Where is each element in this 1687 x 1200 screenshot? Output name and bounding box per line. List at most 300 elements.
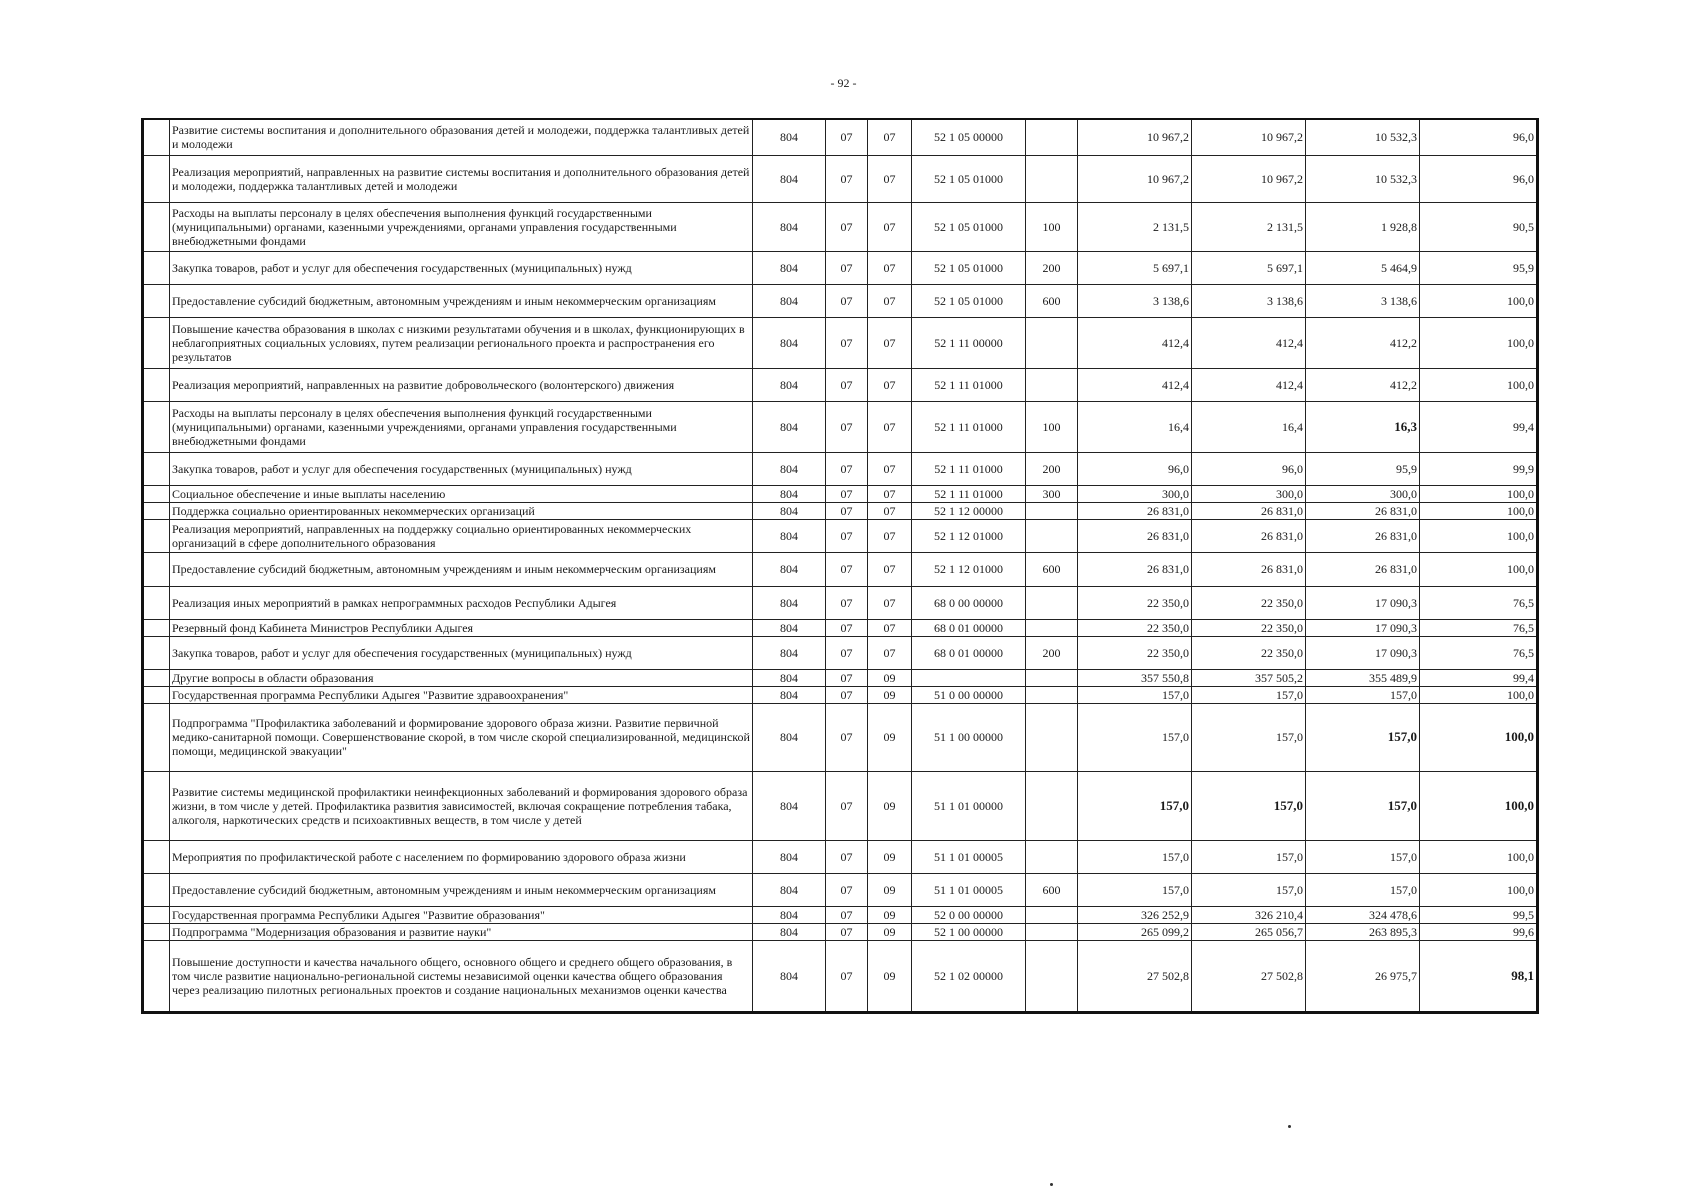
row-section: 07 [826,317,868,368]
row-expense-type: 200 [1026,636,1078,669]
row-expense-type: 100 [1026,202,1078,251]
row-target-article: 52 1 11 01000 [912,368,1026,401]
row-target-article: 52 1 11 01000 [912,485,1026,502]
row-ved: 804 [753,940,826,1012]
row-ved: 804 [753,284,826,317]
row-value-executed: 263 895,3 [1306,923,1420,940]
row-expense-type: 200 [1026,251,1078,284]
table-row [143,669,1538,686]
row-subsection: 07 [868,155,912,202]
row-section: 07 [826,368,868,401]
row-value-approved: 326 252,9 [1078,906,1192,923]
row-value-planned: 157,0 [1192,703,1306,771]
row-target-article: 52 1 05 01000 [912,284,1026,317]
row-ved: 804 [753,485,826,502]
row-margin-cell [143,401,170,452]
row-ved: 804 [753,906,826,923]
row-section: 07 [826,619,868,636]
row-value-approved: 26 831,0 [1078,519,1192,552]
row-target-article: 52 1 11 01000 [912,401,1026,452]
row-target-article: 52 1 12 01000 [912,552,1026,586]
row-percent: 100,0 [1420,552,1538,586]
table-row [143,202,1538,251]
row-target-article: 52 1 11 01000 [912,452,1026,485]
row-value-executed: 17 090,3 [1306,586,1420,619]
row-expense-type [1026,940,1078,1012]
row-name: Развитие системы медицинской профилактики неинфекционных заболеваний и формирования здорового образа жизни, в том числе у детей. Профилактика развития зависимостей, включая сокращение потребления табака, алкоголя, наркотических средств и психоактивных веществ, в том числе у детей [170,771,753,840]
table-row [143,401,1538,452]
row-name: Подпрограмма "Модернизация образования и развитие науки" [170,923,753,940]
row-target-article: 51 1 01 00000 [912,771,1026,840]
row-subsection: 09 [868,873,912,906]
row-name: Подпрограмма "Профилактика заболеваний и формирование здорового образа жизни. Развитие первичной медико-санитарной помощи. Совершенствование скорой, в том числе скорой специализированной, медицинской помощи, медицинской эвакуации" [170,703,753,771]
row-value-approved: 16,4 [1078,401,1192,452]
table-row [143,703,1538,771]
row-target-article: 52 0 00 00000 [912,906,1026,923]
row-expense-type [1026,119,1078,155]
row-value-approved: 300,0 [1078,485,1192,502]
row-value-approved: 412,4 [1078,368,1192,401]
row-section: 07 [826,873,868,906]
row-section: 07 [826,202,868,251]
table-row [143,923,1538,940]
row-percent: 99,6 [1420,923,1538,940]
row-name: Повышение доступности и качества начального общего, основного общего и среднего общего образования, в том числе развитие национально-региональной системы независимой оценки качества общего образования через реализацию пилотных региональных проектов и создание национальных механизмов оценки качества [170,940,753,1012]
row-percent: 100,0 [1420,771,1538,840]
row-value-approved: 26 831,0 [1078,502,1192,519]
row-section: 07 [826,119,868,155]
row-expense-type [1026,619,1078,636]
row-target-article: 52 1 12 01000 [912,519,1026,552]
table-row [143,155,1538,202]
row-value-executed: 3 138,6 [1306,284,1420,317]
row-subsection: 07 [868,284,912,317]
row-name: Мероприятия по профилактической работе с населением по формированию здорового образа жизни [170,840,753,873]
row-expense-type: 600 [1026,552,1078,586]
row-expense-type [1026,586,1078,619]
row-expense-type: 300 [1026,485,1078,502]
row-margin-cell [143,669,170,686]
row-expense-type [1026,703,1078,771]
row-value-planned: 3 138,6 [1192,284,1306,317]
row-value-approved: 157,0 [1078,771,1192,840]
row-value-executed: 10 532,3 [1306,155,1420,202]
row-subsection: 09 [868,669,912,686]
row-value-executed: 16,3 [1306,401,1420,452]
row-value-executed: 157,0 [1306,686,1420,703]
row-margin-cell [143,202,170,251]
table-row [143,771,1538,840]
row-target-article: 51 1 01 00005 [912,840,1026,873]
row-name: Государственная программа Республики Адыгея "Развитие здравоохранения" [170,686,753,703]
row-margin-cell [143,906,170,923]
row-value-executed: 17 090,3 [1306,619,1420,636]
row-subsection: 09 [868,771,912,840]
row-ved: 804 [753,703,826,771]
row-value-planned: 10 967,2 [1192,119,1306,155]
row-section: 07 [826,771,868,840]
row-percent: 96,0 [1420,155,1538,202]
row-value-planned: 157,0 [1192,686,1306,703]
row-percent: 100,0 [1420,485,1538,502]
table-row [143,452,1538,485]
row-value-planned: 26 831,0 [1192,502,1306,519]
row-value-executed: 26 831,0 [1306,552,1420,586]
row-value-approved: 10 967,2 [1078,119,1192,155]
row-value-executed: 355 489,9 [1306,669,1420,686]
row-name: Другие вопросы в области образования [170,669,753,686]
row-subsection: 07 [868,368,912,401]
row-ved: 804 [753,519,826,552]
row-name: Закупка товаров, работ и услуг для обеспечения государственных (муниципальных) нужд [170,452,753,485]
row-value-planned: 2 131,5 [1192,202,1306,251]
row-value-planned: 412,4 [1192,368,1306,401]
row-ved: 804 [753,669,826,686]
row-value-executed: 1 928,8 [1306,202,1420,251]
row-section: 07 [826,155,868,202]
row-target-article: 52 1 05 01000 [912,251,1026,284]
row-percent: 99,4 [1420,669,1538,686]
row-target-article [912,669,1026,686]
table-row [143,619,1538,636]
row-expense-type: 600 [1026,284,1078,317]
row-value-approved: 265 099,2 [1078,923,1192,940]
row-target-article: 51 1 01 00005 [912,873,1026,906]
row-value-executed: 412,2 [1306,368,1420,401]
row-percent: 76,5 [1420,619,1538,636]
row-section: 07 [826,686,868,703]
page-number: - 92 - [830,76,857,90]
row-expense-type [1026,502,1078,519]
row-value-executed: 10 532,3 [1306,119,1420,155]
row-margin-cell [143,771,170,840]
row-value-planned: 5 697,1 [1192,251,1306,284]
row-name: Резервный фонд Кабинета Министров Республики Адыгея [170,619,753,636]
row-section: 07 [826,552,868,586]
row-value-planned: 300,0 [1192,485,1306,502]
row-ved: 804 [753,771,826,840]
row-subsection: 09 [868,703,912,771]
row-expense-type [1026,368,1078,401]
table-row [143,368,1538,401]
row-target-article: 52 1 12 00000 [912,502,1026,519]
row-percent: 95,9 [1420,251,1538,284]
row-value-approved: 3 138,6 [1078,284,1192,317]
row-value-executed: 157,0 [1306,771,1420,840]
row-value-planned: 157,0 [1192,840,1306,873]
row-value-executed: 324 478,6 [1306,906,1420,923]
row-value-approved: 412,4 [1078,317,1192,368]
row-subsection: 07 [868,202,912,251]
row-name: Предоставление субсидий бюджетным, автономным учреждениям и иным некоммерческим организациям [170,284,753,317]
row-expense-type: 200 [1026,452,1078,485]
row-expense-type [1026,155,1078,202]
row-subsection: 07 [868,119,912,155]
table-row [143,552,1538,586]
row-ved: 804 [753,502,826,519]
row-value-approved: 157,0 [1078,840,1192,873]
row-value-approved: 157,0 [1078,873,1192,906]
row-name: Предоставление субсидий бюджетным, автономным учреждениям и иным некоммерческим организациям [170,552,753,586]
row-value-executed: 300,0 [1306,485,1420,502]
row-margin-cell [143,586,170,619]
row-ved: 804 [753,840,826,873]
row-value-planned: 326 210,4 [1192,906,1306,923]
row-value-approved: 22 350,0 [1078,586,1192,619]
row-ved: 804 [753,452,826,485]
row-subsection: 09 [868,940,912,1012]
row-subsection: 07 [868,452,912,485]
row-section: 07 [826,669,868,686]
row-expense-type [1026,840,1078,873]
row-margin-cell [143,619,170,636]
row-percent: 100,0 [1420,840,1538,873]
row-margin-cell [143,155,170,202]
row-value-planned: 357 505,2 [1192,669,1306,686]
row-subsection: 09 [868,906,912,923]
row-percent: 99,5 [1420,906,1538,923]
row-value-planned: 27 502,8 [1192,940,1306,1012]
row-percent: 100,0 [1420,368,1538,401]
row-subsection: 07 [868,586,912,619]
row-target-article: 52 1 00 00000 [912,923,1026,940]
row-subsection: 07 [868,619,912,636]
row-percent: 100,0 [1420,686,1538,703]
row-subsection: 07 [868,251,912,284]
row-ved: 804 [753,686,826,703]
row-value-approved: 27 502,8 [1078,940,1192,1012]
table-row [143,636,1538,669]
row-expense-type [1026,686,1078,703]
row-name: Реализация мероприятий, направленных на развитие системы воспитания и дополнительного образования детей и молодежи, поддержка талантливых детей и молодежи [170,155,753,202]
row-margin-cell [143,317,170,368]
row-ved: 804 [753,155,826,202]
row-ved: 804 [753,586,826,619]
row-ved: 804 [753,619,826,636]
row-value-planned: 26 831,0 [1192,519,1306,552]
row-percent: 100,0 [1420,519,1538,552]
row-name: Поддержка социально ориентированных некоммерческих организаций [170,502,753,519]
row-name: Реализация иных мероприятий в рамках непрограммных расходов Республики Адыгея [170,586,753,619]
row-section: 07 [826,703,868,771]
table-row [143,519,1538,552]
row-ved: 804 [753,873,826,906]
row-name: Социальное обеспечение и иные выплаты населению [170,485,753,502]
row-percent: 100,0 [1420,284,1538,317]
row-name: Закупка товаров, работ и услуг для обеспечения государственных (муниципальных) нужд [170,636,753,669]
row-value-executed: 157,0 [1306,840,1420,873]
row-subsection: 07 [868,401,912,452]
row-target-article: 68 0 01 00000 [912,619,1026,636]
row-section: 07 [826,452,868,485]
row-value-approved: 96,0 [1078,452,1192,485]
row-section: 07 [826,485,868,502]
table-row [143,873,1538,906]
row-ved: 804 [753,202,826,251]
row-value-approved: 157,0 [1078,703,1192,771]
row-expense-type [1026,923,1078,940]
row-value-executed: 26 831,0 [1306,519,1420,552]
row-name: Повышение качества образования в школах с низкими результатами обучения и в школах, функционирующих в неблагоприятных социальных условиях, путем реализации регионального проекта и распространения его результатов [170,317,753,368]
row-percent: 76,5 [1420,636,1538,669]
row-ved: 804 [753,251,826,284]
budget-table [141,118,1539,1014]
row-name: Расходы на выплаты персоналу в целях обеспечения выполнения функций государственными (муниципальными) органами, казенными учреждениями, органами управления государственными внебюджетными фондами [170,202,753,251]
row-subsection: 07 [868,552,912,586]
row-margin-cell [143,452,170,485]
row-ved: 804 [753,552,826,586]
row-name: Государственная программа Республики Адыгея "Развитие образования" [170,906,753,923]
row-expense-type: 600 [1026,873,1078,906]
table-row [143,284,1538,317]
row-value-planned: 22 350,0 [1192,619,1306,636]
row-target-article: 52 1 05 00000 [912,119,1026,155]
row-value-approved: 2 131,5 [1078,202,1192,251]
row-margin-cell [143,485,170,502]
row-value-approved: 26 831,0 [1078,552,1192,586]
row-margin-cell [143,703,170,771]
scan-speck [1288,1125,1291,1128]
row-value-approved: 10 967,2 [1078,155,1192,202]
row-value-executed: 157,0 [1306,873,1420,906]
row-margin-cell [143,840,170,873]
row-value-planned: 26 831,0 [1192,552,1306,586]
row-value-approved: 22 350,0 [1078,636,1192,669]
row-target-article: 51 1 00 00000 [912,703,1026,771]
row-subsection: 07 [868,519,912,552]
row-percent: 99,4 [1420,401,1538,452]
row-target-article: 52 1 05 01000 [912,155,1026,202]
row-section: 07 [826,940,868,1012]
row-subsection: 07 [868,502,912,519]
row-ved: 804 [753,636,826,669]
row-percent: 100,0 [1420,317,1538,368]
row-section: 07 [826,636,868,669]
row-section: 07 [826,840,868,873]
row-value-approved: 357 550,8 [1078,669,1192,686]
row-value-planned: 22 350,0 [1192,636,1306,669]
row-margin-cell [143,552,170,586]
row-expense-type [1026,669,1078,686]
row-margin-cell [143,284,170,317]
row-subsection: 09 [868,923,912,940]
row-expense-type: 100 [1026,401,1078,452]
row-target-article: 68 0 01 00000 [912,636,1026,669]
row-ved: 804 [753,401,826,452]
row-name: Закупка товаров, работ и услуг для обеспечения государственных (муниципальных) нужд [170,251,753,284]
row-value-executed: 157,0 [1306,703,1420,771]
row-margin-cell [143,636,170,669]
row-target-article: 68 0 00 00000 [912,586,1026,619]
row-margin-cell [143,519,170,552]
table-row [143,251,1538,284]
row-target-article: 52 1 11 00000 [912,317,1026,368]
row-expense-type [1026,906,1078,923]
scan-speck [1050,1183,1053,1186]
row-margin-cell [143,368,170,401]
row-value-planned: 16,4 [1192,401,1306,452]
row-subsection: 09 [868,840,912,873]
row-value-planned: 96,0 [1192,452,1306,485]
row-target-article: 51 0 00 00000 [912,686,1026,703]
row-ved: 804 [753,368,826,401]
row-value-executed: 26 831,0 [1306,502,1420,519]
budget-table-container [141,118,1539,1014]
table-row [143,485,1538,502]
row-value-planned: 265 056,7 [1192,923,1306,940]
row-name: Реализация мероприятий, направленных на поддержку социально ориентированных некоммерческих организаций в сфере дополнительного образования [170,519,753,552]
row-name: Предоставление субсидий бюджетным, автономным учреждениям и иным некоммерческим организациям [170,873,753,906]
table-row [143,906,1538,923]
row-section: 07 [826,251,868,284]
row-percent: 100,0 [1420,502,1538,519]
row-margin-cell [143,923,170,940]
row-subsection: 07 [868,636,912,669]
row-value-approved: 157,0 [1078,686,1192,703]
row-percent: 90,5 [1420,202,1538,251]
row-margin-cell [143,940,170,1012]
row-section: 07 [826,401,868,452]
row-value-planned: 412,4 [1192,317,1306,368]
row-margin-cell [143,873,170,906]
row-percent: 100,0 [1420,873,1538,906]
row-value-executed: 17 090,3 [1306,636,1420,669]
row-section: 07 [826,923,868,940]
row-value-executed: 412,2 [1306,317,1420,368]
table-row [143,586,1538,619]
row-name: Реализация мероприятий, направленных на развитие добровольческого (волонтерского) движения [170,368,753,401]
row-margin-cell [143,686,170,703]
row-percent: 100,0 [1420,703,1538,771]
row-target-article: 52 1 05 01000 [912,202,1026,251]
row-value-approved: 5 697,1 [1078,251,1192,284]
row-percent: 98,1 [1420,940,1538,1012]
row-name: Расходы на выплаты персоналу в целях обеспечения выполнения функций государственными (муниципальными) органами, казенными учреждениями, органами управления государственными внебюджетными фондами [170,401,753,452]
table-row [143,317,1538,368]
row-value-executed: 95,9 [1306,452,1420,485]
row-section: 07 [826,284,868,317]
row-section: 07 [826,519,868,552]
row-percent: 76,5 [1420,586,1538,619]
row-value-executed: 5 464,9 [1306,251,1420,284]
row-section: 07 [826,502,868,519]
row-target-article: 52 1 02 00000 [912,940,1026,1012]
row-expense-type [1026,771,1078,840]
row-value-planned: 157,0 [1192,771,1306,840]
row-expense-type [1026,317,1078,368]
row-percent: 96,0 [1420,119,1538,155]
row-margin-cell [143,502,170,519]
table-row [143,686,1538,703]
row-expense-type [1026,519,1078,552]
row-value-planned: 10 967,2 [1192,155,1306,202]
table-row [143,840,1538,873]
row-value-approved: 22 350,0 [1078,619,1192,636]
table-row [143,502,1538,519]
table-row [143,940,1538,1012]
row-value-planned: 22 350,0 [1192,586,1306,619]
table-row [143,119,1538,155]
row-subsection: 07 [868,317,912,368]
row-subsection: 07 [868,485,912,502]
row-percent: 99,9 [1420,452,1538,485]
row-margin-cell [143,251,170,284]
table-body [143,119,1538,1012]
row-ved: 804 [753,923,826,940]
row-section: 07 [826,586,868,619]
row-section: 07 [826,906,868,923]
row-value-executed: 26 975,7 [1306,940,1420,1012]
